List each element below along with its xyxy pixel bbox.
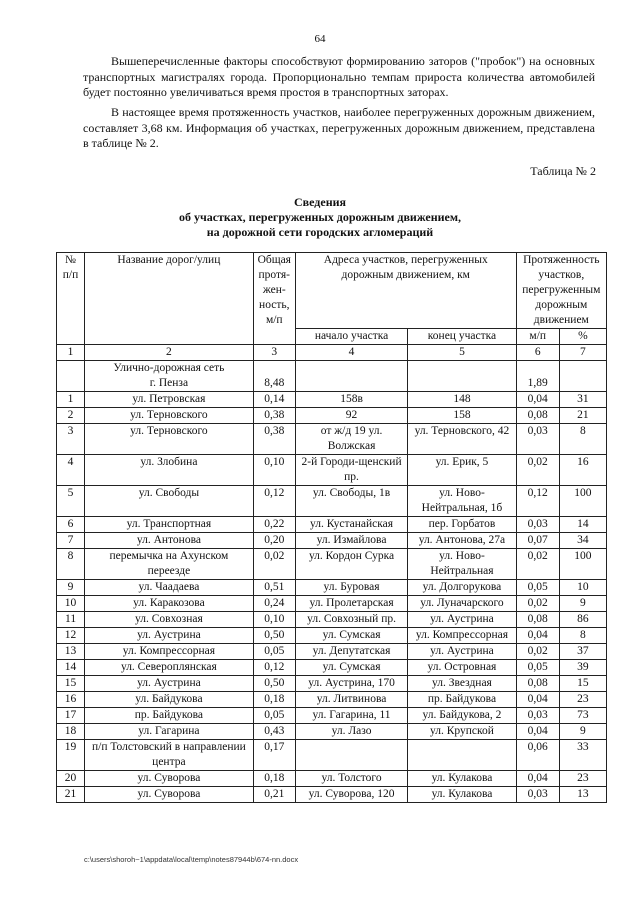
cell-km: 0,02 xyxy=(516,549,559,580)
cell-length: 0,10 xyxy=(253,612,295,628)
cell-end xyxy=(408,740,516,771)
table-row xyxy=(57,486,607,517)
cell-km: 0,04 xyxy=(516,771,559,787)
cell-km: 0,12 xyxy=(516,486,559,517)
cell-pct: 23 xyxy=(559,771,606,787)
cell-num xyxy=(57,361,85,392)
cell-name: ул. Петровская xyxy=(85,392,254,408)
cell-name: ул. Аустрина xyxy=(85,676,254,692)
cell-pct: 37 xyxy=(559,644,606,660)
table-row xyxy=(57,580,607,596)
cell-name: ул. Компрессорная xyxy=(85,644,254,660)
table-row xyxy=(57,787,607,803)
cell-km: 0,04 xyxy=(516,724,559,740)
cell-length: 0,51 xyxy=(253,580,295,596)
network-name-line1: Улично-дорожная сеть xyxy=(113,362,225,374)
cell-start: ул. Кордон Сурка xyxy=(295,549,407,580)
table-row xyxy=(57,644,607,660)
cell-start: ул. Гагарина, 11 xyxy=(295,708,407,724)
index-cell: 7 xyxy=(559,345,606,361)
cell-end: ул. Байдукова, 2 xyxy=(408,708,516,724)
cell-length: 0,12 xyxy=(253,486,295,517)
title-line: Сведения xyxy=(293,195,347,209)
table-row xyxy=(57,612,607,628)
cell-name xyxy=(85,361,254,392)
index-cell: 5 xyxy=(408,345,516,361)
cell-length: 0,50 xyxy=(253,628,295,644)
cell-end: ул. Кулакова xyxy=(408,787,516,803)
cell-length: 0,05 xyxy=(253,708,295,724)
cell-num: 3 xyxy=(57,424,85,455)
cell-length: 0,43 xyxy=(253,724,295,740)
cell-end: ул. Ново-Нейтральная xyxy=(408,549,516,580)
cell-start: ул. Литвинова xyxy=(295,692,407,708)
cell-km: 0,03 xyxy=(516,424,559,455)
cell-km: 0,04 xyxy=(516,692,559,708)
cell-start xyxy=(295,361,407,392)
cell-num: 21 xyxy=(57,787,85,803)
cell-num: 8 xyxy=(57,549,85,580)
cell-pct: 31 xyxy=(559,392,606,408)
cell-length: 8,48 xyxy=(253,361,295,392)
cell-end: ул. Ерик, 5 xyxy=(408,455,516,486)
cell-pct: 39 xyxy=(559,660,606,676)
network-row xyxy=(57,361,607,392)
cell-end: ул. Кулакова xyxy=(408,771,516,787)
congestion-table xyxy=(56,252,607,803)
cell-pct: 100 xyxy=(559,486,606,517)
cell-num: 18 xyxy=(57,724,85,740)
cell-km: 0,07 xyxy=(516,533,559,549)
cell-pct: 8 xyxy=(559,628,606,644)
cell-length: 0,38 xyxy=(253,424,295,455)
cell-name: ул. Суворова xyxy=(85,787,254,803)
cell-start: ул. Сумская xyxy=(295,660,407,676)
cell-length: 0,18 xyxy=(253,771,295,787)
cell-end: ул. Луначарского xyxy=(408,596,516,612)
table-row xyxy=(57,408,607,424)
header-unit-pct: % xyxy=(559,329,606,345)
cell-num: 9 xyxy=(57,580,85,596)
cell-num: 2 xyxy=(57,408,85,424)
cell-name: ул. Злобина xyxy=(85,455,254,486)
cell-km: 0,06 xyxy=(516,740,559,771)
cell-name: ул. Совхозная xyxy=(85,612,254,628)
cell-km: 0,05 xyxy=(516,580,559,596)
cell-pct: 16 xyxy=(559,455,606,486)
cell-km: 0,03 xyxy=(516,787,559,803)
network-name-line2: г. Пенза xyxy=(149,377,189,389)
cell-length: 0,14 xyxy=(253,392,295,408)
header-addresses: Адреса участков, перегруженных дорожным движением, км xyxy=(295,253,516,329)
cell-end: ул. Компрессорная xyxy=(408,628,516,644)
cell-length: 0,20 xyxy=(253,533,295,549)
cell-name: ул. Гагарина xyxy=(85,724,254,740)
cell-pct: 8 xyxy=(559,424,606,455)
cell-start: ул. Суворова, 120 xyxy=(295,787,407,803)
cell-end: 148 xyxy=(408,392,516,408)
header-num: № п/п xyxy=(57,253,85,345)
header-start: начало участка xyxy=(295,329,407,345)
table-row xyxy=(57,660,607,676)
cell-length: 0,02 xyxy=(253,549,295,580)
cell-pct: 73 xyxy=(559,708,606,724)
header-end: конец участка xyxy=(408,329,516,345)
cell-num: 15 xyxy=(57,676,85,692)
table-row xyxy=(57,549,607,580)
cell-end: ул. Антонова, 27а xyxy=(408,533,516,549)
cell-start xyxy=(295,740,407,771)
table-row xyxy=(57,455,607,486)
cell-end: ул. Аустрина xyxy=(408,644,516,660)
table-row xyxy=(57,692,607,708)
cell-pct: 33 xyxy=(559,740,606,771)
table-row xyxy=(57,676,607,692)
cell-length: 0,38 xyxy=(253,408,295,424)
cell-end: пр. Байдукова xyxy=(408,692,516,708)
table-row xyxy=(57,517,607,533)
cell-km: 0,04 xyxy=(516,628,559,644)
cell-end xyxy=(408,361,516,392)
cell-end: ул. Островная xyxy=(408,660,516,676)
cell-start: ул. Кустанайская xyxy=(295,517,407,533)
cell-end: пер. Горбатов xyxy=(408,517,516,533)
index-cell: 3 xyxy=(253,345,295,361)
cell-km: 0,02 xyxy=(516,596,559,612)
cell-length: 0,21 xyxy=(253,787,295,803)
cell-start: ул. Свободы, 1в xyxy=(295,486,407,517)
cell-start: ул. Толстого xyxy=(295,771,407,787)
table-row xyxy=(57,771,607,787)
index-cell: 6 xyxy=(516,345,559,361)
index-row xyxy=(57,345,607,361)
cell-name: пр. Байдукова xyxy=(85,708,254,724)
cell-km: 0,08 xyxy=(516,612,559,628)
cell-name: ул. Чаадаева xyxy=(85,580,254,596)
cell-start: ул. Пролетарская xyxy=(295,596,407,612)
cell-start: ул. Аустрина, 170 xyxy=(295,676,407,692)
cell-km: 0,03 xyxy=(516,708,559,724)
cell-start: от ж/д 19 ул. Волжская xyxy=(295,424,407,455)
cell-name: перемычка на Ахунском переезде xyxy=(85,549,254,580)
cell-start: ул. Сумская xyxy=(295,628,407,644)
cell-name: ул. Суворова xyxy=(85,771,254,787)
cell-km: 0,08 xyxy=(516,408,559,424)
cell-length: 0,22 xyxy=(253,517,295,533)
table-row xyxy=(57,424,607,455)
cell-pct: 13 xyxy=(559,787,606,803)
cell-pct: 100 xyxy=(559,549,606,580)
cell-length: 0,24 xyxy=(253,596,295,612)
cell-length: 0,17 xyxy=(253,740,295,771)
cell-name: ул. Каракозова xyxy=(85,596,254,612)
cell-num: 12 xyxy=(57,628,85,644)
cell-start: ул. Депутатская xyxy=(295,644,407,660)
cell-num: 11 xyxy=(57,612,85,628)
cell-name: ул. Североплянская xyxy=(85,660,254,676)
header-name: Название дорог/улиц xyxy=(85,253,254,345)
cell-num: 1 xyxy=(57,392,85,408)
cell-length: 0,18 xyxy=(253,692,295,708)
cell-end: ул. Звездная xyxy=(408,676,516,692)
cell-km: 0,08 xyxy=(516,676,559,692)
paragraph-factors: Вышеперечисленные факторы способствуют формированию заторов ("пробок") на основных транспортных магистралях города. Пропорционально темпам прироста количества автомобилей будет постоянно увеличиваться время простоя в транспортных заторах. xyxy=(83,54,595,99)
cell-pct: 21 xyxy=(559,408,606,424)
cell-start: 158в xyxy=(295,392,407,408)
cell-pct: 15 xyxy=(559,676,606,692)
cell-length: 0,05 xyxy=(253,644,295,660)
cell-pct: 10 xyxy=(559,580,606,596)
cell-pct: 86 xyxy=(559,612,606,628)
cell-num: 17 xyxy=(57,708,85,724)
cell-pct: 34 xyxy=(559,533,606,549)
cell-end: ул. Ново-Нейтральная, 1б xyxy=(408,486,516,517)
cell-num: 5 xyxy=(57,486,85,517)
cell-start: 2-й Городи-щенский пр. xyxy=(295,455,407,486)
cell-start: ул. Измайлова xyxy=(295,533,407,549)
cell-km: 0,02 xyxy=(516,644,559,660)
cell-length: 0,10 xyxy=(253,455,295,486)
cell-num: 19 xyxy=(57,740,85,771)
cell-num: 4 xyxy=(57,455,85,486)
cell-name: ул. Байдукова xyxy=(85,692,254,708)
cell-pct: 14 xyxy=(559,517,606,533)
cell-pct xyxy=(559,361,606,392)
cell-num: 10 xyxy=(57,596,85,612)
cell-pct: 9 xyxy=(559,596,606,612)
cell-start: ул. Буровая xyxy=(295,580,407,596)
cell-name: п/п Толстовский в направлении центра xyxy=(85,740,254,771)
cell-end: 158 xyxy=(408,408,516,424)
table-row xyxy=(57,392,607,408)
cell-end: ул. Крупской xyxy=(408,724,516,740)
table-row xyxy=(57,596,607,612)
cell-name: ул. Антонова xyxy=(85,533,254,549)
table-title xyxy=(0,195,640,240)
cell-num: 16 xyxy=(57,692,85,708)
cell-num: 13 xyxy=(57,644,85,660)
table-row xyxy=(57,628,607,644)
cell-km: 0,05 xyxy=(516,660,559,676)
cell-km: 0,02 xyxy=(516,455,559,486)
cell-name: ул. Аустрина xyxy=(85,628,254,644)
title-line: об участках, перегруженных дорожным движением, xyxy=(178,210,462,224)
cell-pct: 23 xyxy=(559,692,606,708)
index-cell: 2 xyxy=(85,345,254,361)
table-row xyxy=(57,724,607,740)
cell-name: ул. Терновского xyxy=(85,408,254,424)
index-cell: 4 xyxy=(295,345,407,361)
cell-pct: 9 xyxy=(559,724,606,740)
cell-start: ул. Совхозный пр. xyxy=(295,612,407,628)
cell-start: 92 xyxy=(295,408,407,424)
cell-start: ул. Лазо xyxy=(295,724,407,740)
cell-end: ул. Аустрина xyxy=(408,612,516,628)
cell-num: 7 xyxy=(57,533,85,549)
cell-name: ул. Терновского xyxy=(85,424,254,455)
table-row xyxy=(57,740,607,771)
header-length: Общая протя-жен-ность, м/п xyxy=(253,253,295,345)
cell-end: ул. Долгорукова xyxy=(408,580,516,596)
cell-length: 0,50 xyxy=(253,676,295,692)
cell-name: ул. Свободы xyxy=(85,486,254,517)
header-extent: Протяженность участков, перегруженным дорожным движением xyxy=(516,253,606,329)
header-unit-m: м/п xyxy=(516,329,559,345)
cell-num: 6 xyxy=(57,517,85,533)
cell-km: 0,04 xyxy=(516,392,559,408)
title-line: на дорожной сети городских агломераций xyxy=(206,225,434,239)
index-cell: 1 xyxy=(57,345,85,361)
paragraph-length: В настоящее время протяженность участков, наиболее перегруженных дорожным движением, составляет 3,68 км. Информация об участках, перегруженных дорожным движением, представлена в таблице № 2. xyxy=(83,105,595,150)
file-path-footer: c:\users\shoroh~1\appdata\local\temp\notes87944b\674-nn.docx xyxy=(84,855,299,864)
cell-name: ул. Транспортная xyxy=(85,517,254,533)
page-number: 64 xyxy=(314,33,326,45)
table-row xyxy=(57,533,607,549)
cell-num: 14 xyxy=(57,660,85,676)
cell-num: 20 xyxy=(57,771,85,787)
cell-end: ул. Терновского, 42 xyxy=(408,424,516,455)
cell-km: 0,03 xyxy=(516,517,559,533)
cell-length: 0,12 xyxy=(253,660,295,676)
table-label: Таблица № 2 xyxy=(530,164,596,178)
cell-km: 1,89 xyxy=(516,361,559,392)
table-row xyxy=(57,708,607,724)
